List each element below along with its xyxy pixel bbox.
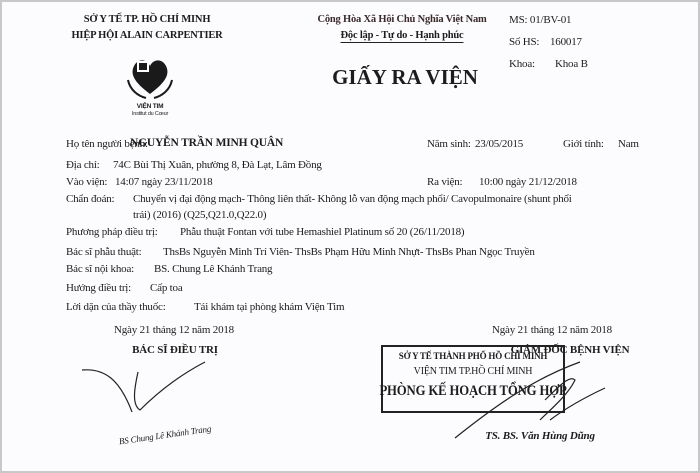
dob: 23/05/2015 xyxy=(475,138,524,150)
treatment-method: Phẫu thuật Fontan với tube Hemashiel Platinum số 20 (26/11/2018) xyxy=(180,226,465,238)
discharge-label: Ra viện: xyxy=(427,176,463,188)
doctor-advice-label: Lời dặn của thầy thuốc: xyxy=(66,301,166,313)
admit-time: 14:07 ngày 23/11/2018 xyxy=(115,176,213,188)
department-label: Khoa: xyxy=(509,58,535,70)
doctor-advice: Tái khám tại phòng khám Viện Tim xyxy=(194,301,345,313)
treatment-direction: Cấp toa xyxy=(150,282,183,294)
director-name: TS. BS. Văn Hùng Dũng xyxy=(485,430,595,442)
doctor-signature xyxy=(80,360,220,430)
surgeons: ThsBs Nguyễn Minh Trí Viên- ThsBs Phạm Hữu Minh Nhựt- ThsBs Phan Ngọc Truyền xyxy=(163,246,535,258)
address-label: Địa chỉ: xyxy=(66,159,100,171)
form-code: MS: 01/BV-01 xyxy=(509,14,572,26)
address: 74C Bùi Thị Xuân, phường 8, Đà Lạt, Lâm Đồng xyxy=(113,159,322,171)
diagnosis-line2: trái) (2016) (Q25,Q21.0,Q22.0) xyxy=(133,209,267,221)
admit-label: Vào viện: xyxy=(66,176,108,188)
diagnosis-label: Chẩn đoán: xyxy=(66,193,115,205)
association-name: HIỆP HỘI ALAIN CARPENTIER xyxy=(71,30,223,41)
heart-hands-icon xyxy=(122,54,178,102)
record-number: 160017 xyxy=(550,36,582,48)
treating-doctor-title: BÁC SĨ ĐIỀU TRỊ xyxy=(132,344,218,356)
sex: Nam xyxy=(618,138,639,150)
national-slogan: Độc lập - Tự do - Hạnh phúc xyxy=(340,30,464,41)
dob-label: Năm sinh: xyxy=(427,138,471,150)
internist: BS. Chung Lê Khánh Trang xyxy=(154,263,273,275)
document-title: GIẤY RA VIỆN xyxy=(332,65,478,89)
stamp-line1: SỞ Y TẾ THÀNH PHỐ HỒ CHÍ MINH xyxy=(398,351,548,361)
doctor-signature-name: BS Chung Lê Khánh Trang xyxy=(118,423,212,447)
stamp-line3: PHÒNG KẾ HOẠCH TỔNG HỢP xyxy=(379,383,567,399)
department: Khoa B xyxy=(555,58,588,70)
director-signature xyxy=(450,360,610,440)
patient-name-label: Họ tên người bệnh: xyxy=(66,138,148,150)
sex-label: Giới tính: xyxy=(563,138,604,150)
treatment-method-label: Phương pháp điều trị: xyxy=(66,226,158,238)
patient-name: NGUYỄN TRẦN MINH QUÂN xyxy=(130,137,284,149)
treatment-direction-label: Hướng điều trị: xyxy=(66,282,131,294)
surgeons-label: Bác sĩ phẫu thuật: xyxy=(66,246,142,258)
record-number-label: Số HS: xyxy=(509,36,540,48)
diagnosis-line1: Chuyển vị đại động mạch- Thông liên thất- Không lỗ van động mạch phổi/ Cavopulmonaire (shunt phổi xyxy=(133,193,572,205)
stamp-line2: VIỆN TIM TP.HỒ CHÍ MINH xyxy=(413,366,533,377)
director-title: GIÁM ĐỐC BỆNH VIỆN xyxy=(510,344,630,356)
right-sign-date: Ngày 21 tháng 12 năm 2018 xyxy=(492,324,612,336)
national-motto: Cộng Hòa Xã Hội Chủ Nghĩa Việt Nam xyxy=(317,14,487,25)
internist-label: Bác sĩ nội khoa: xyxy=(66,263,134,275)
discharge-time: 10:00 ngày 21/12/2018 xyxy=(479,176,577,188)
left-sign-date: Ngày 21 tháng 12 năm 2018 xyxy=(114,324,234,336)
dept-name: SỞ Y TẾ TP. HỒ CHÍ MINH xyxy=(83,14,211,25)
